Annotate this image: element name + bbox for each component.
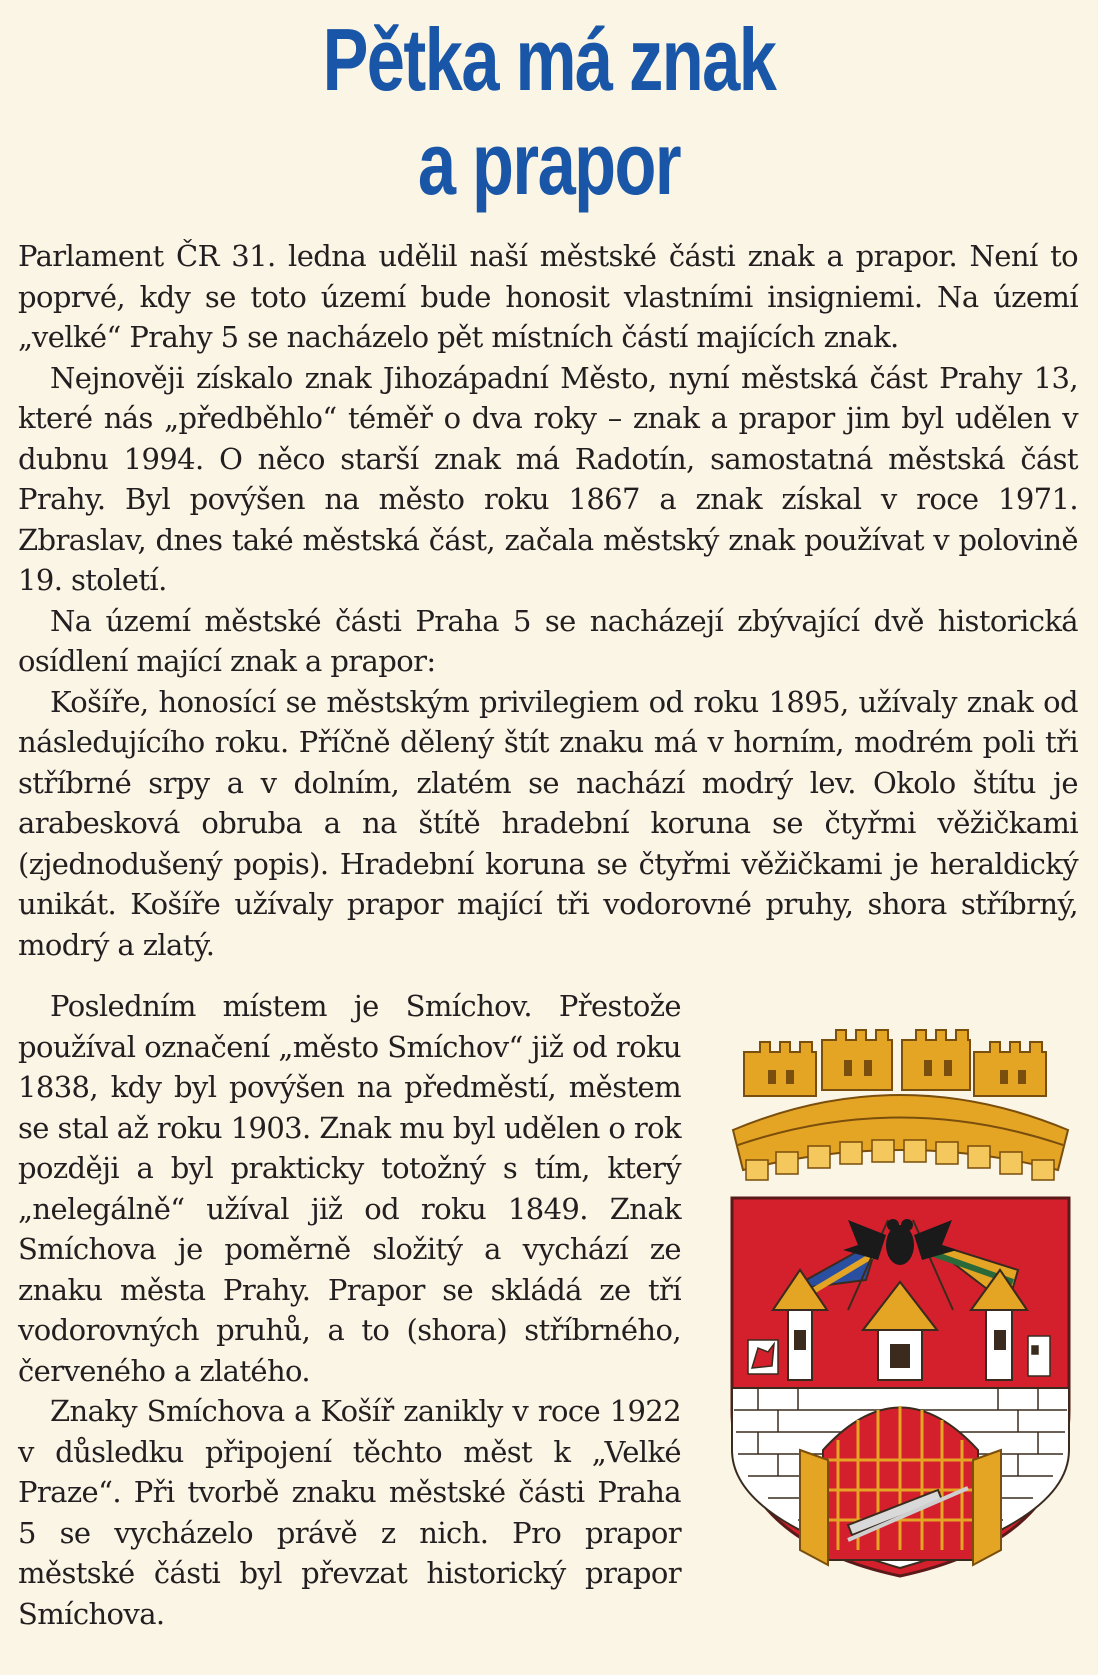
paragraph-other-districts: Nejnověji získalo znak Jihozápadní Město, nyní městská část Prahy 13, které nás „předběhlo“ téměř o dva roky – znak a prapor jim byl udělen v dubnu 1994. O něco starší znak má Radotín, samostatná městská část Prahy. Byl povýšen na město roku 1867 a znak získal v roce 1971. Zbraslav, dnes také městská část, začala městský znak používat v polovině 19. století. [18,360,1078,597]
paragraph-kosire: Košíře, honosící se městským privilegiem od roku 1895, užívaly znak od následujícího roku. Příčně dělený štít znaku má v horním, modrém poli tři stříbrné srpy a v dolním, zlatém se nachází modrý lev. Okolo štítu je arabesková obruba a na štítě hradební koruna se čtyřmi věžičkami (zjednodušený popis). Hradební koruna se čtyřmi věžičkami je heraldický unikát. Košíře užívaly prapor mající tři vodorovné pruhy, shora stříbrný, modrý a zlatý. [18,684,1078,962]
paragraph-intro: Parlament ČR 31. ledna udělil naší městské části znak a prapor. Není to poprvé, kdy se toto území bude honosit vlastními insigniemi. Na území „velké“ Prahy 5 se nacházelo pět místních částí majících znak. [18,239,1078,354]
paragraph-praha5-settlements: Na území městské části Praha 5 se nacházejí zbývající dvě historická osídlení mající znak a prapor: [18,603,1078,678]
coat-of-arms-smichov-icon [728,1020,1073,1580]
paragraph-smichov: Posledním místem je Smíchov. Přestože používal označení „město Smíchov“ již od roku 1838, kdy byl povýšen na předměstí, městem se stal až roku 1903. Znak mu byl udělen o rok později a byl prakticky totožný s tím, který „nelegálně“ užíval již od roku 1849. Znak Smíchova je poměrně složitý a vychází ze znaku města Prahy. Prapor se skládá ze tří vodorovných pruhů, a to (shora) stříbrného, červeného a zlatého. [18,989,681,1388]
headline-line-2: a prapor [417,114,681,213]
crown-turrets [744,1030,1046,1096]
paragraph-conclusion: Znaky Smíchova a Košíř zanikly v roce 1922 v důsledku připojení těchto měst k „Velké Praze“. Při tvorbě znaku městské části Praha 5 se vycházelo právě z nich. Pro prapor městské části byl převzat historický prapor Smíchova. [18,1394,681,1631]
headline [121,8,977,216]
headline-line-1: Pětka má znak [322,10,776,109]
article-body-narrow [18,986,681,1634]
article-body-full-width [18,236,1078,965]
